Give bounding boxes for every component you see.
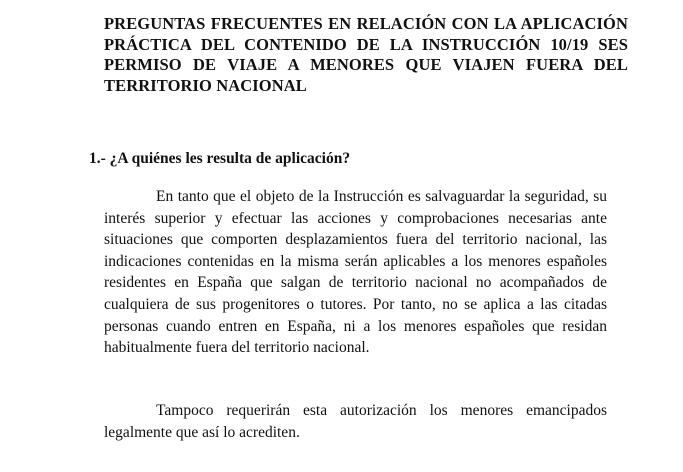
body-paragraph: Tampoco requerirán esta autorización los menores emancipados legalmente que así lo acrediten. <box>104 402 607 441</box>
body-paragraph: En tanto que el objeto de la Instrucción es salvaguardar la seguridad, su interés superior y efectuar las acciones y comprobaciones necesarias ante situaciones que comporten desplazamientos fuera del territorio nacional, las indicaciones contenidas en la misma serán aplicables a los menores españoles residentes en España que salgan de territorio nacional no acompañados de cualquiera de sus progenitores o tutores. Por tanto, no se aplica a las citadas personas cuando entren en España, ni a los menores españoles que residan habitualmente fuera del territorio nacional. <box>104 188 607 357</box>
document-title: PREGUNTAS FRECUENTES EN RELACIÓN CON LA APLICACIÓN PRÁCTICA DEL CONTENIDO DE LA INSTRUCCIÓN 10/19 SES PERMISO DE VIAJE A MENORES QUE VIAJEN FUERA DEL TERRITORIO NACIONAL <box>104 14 628 95</box>
section-heading: 1.- ¿A quiénes les resulta de aplicación? <box>89 150 351 167</box>
